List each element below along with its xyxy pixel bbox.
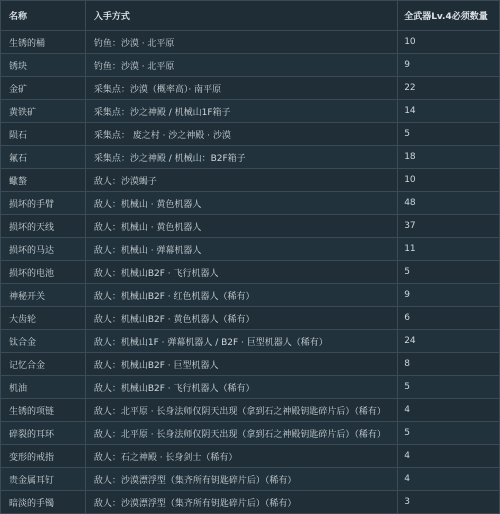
cell-quantity: 24	[398, 330, 500, 353]
cell-method: 敌人：北平原 · 长身法师仅阴天出现（拿到石之神殿钥匙碎片后）（稀有）	[86, 422, 398, 445]
table-row	[1, 399, 500, 422]
cell-quantity: 48	[398, 192, 500, 215]
cell-name: 锈块	[1, 54, 86, 77]
cell-name: 钛合金	[1, 330, 86, 353]
cell-quantity: 5	[398, 376, 500, 399]
cell-name: 陨石	[1, 123, 86, 146]
table-row	[1, 307, 500, 330]
cell-name: 金矿	[1, 77, 86, 100]
table-row	[1, 422, 500, 445]
table-row	[1, 123, 500, 146]
cell-quantity: 10	[398, 169, 500, 192]
table-body	[1, 31, 500, 514]
cell-quantity: 8	[398, 353, 500, 376]
cell-method: 采集点： 废之村 · 沙之神殿 · 沙漠	[86, 123, 398, 146]
cell-quantity: 37	[398, 215, 500, 238]
cell-name: 神秘开关	[1, 284, 86, 307]
table-row	[1, 169, 500, 192]
cell-name: 大齿轮	[1, 307, 86, 330]
cell-name: 氟石	[1, 146, 86, 169]
cell-quantity: 4	[398, 468, 500, 491]
cell-method: 采集点：沙之神殿 / 机械山：B2F箱子	[86, 146, 398, 169]
table-row	[1, 353, 500, 376]
cell-method: 敌人：机械山 · 弹幕机器人	[86, 238, 398, 261]
table-row	[1, 77, 500, 100]
cell-name: 损坏的电池	[1, 261, 86, 284]
table-row	[1, 146, 500, 169]
cell-name: 生锈的桶	[1, 31, 86, 54]
cell-name: 损坏的天线	[1, 215, 86, 238]
cell-quantity: 22	[398, 77, 500, 100]
table-row	[1, 54, 500, 77]
table-row	[1, 284, 500, 307]
cell-method: 敌人：沙漠蝎子	[86, 169, 398, 192]
table-row	[1, 100, 500, 123]
header-name: 名称	[1, 1, 86, 31]
cell-method: 敌人：机械山1F · 弹幕机器人 / B2F · 巨型机器人（稀有）	[86, 330, 398, 353]
cell-name: 变形的戒指	[1, 445, 86, 468]
cell-method: 敌人：机械山 · 黄色机器人	[86, 192, 398, 215]
cell-method: 敌人：北平原 · 长身法师仅阴天出现（拿到石之神殿钥匙碎片后）（稀有）	[86, 399, 398, 422]
cell-name: 贵金属耳钉	[1, 468, 86, 491]
cell-quantity: 5	[398, 123, 500, 146]
cell-method: 敌人：机械山B2F · 黄色机器人（稀有）	[86, 307, 398, 330]
table-header-row	[1, 1, 500, 31]
cell-quantity: 4	[398, 445, 500, 468]
cell-name: 损坏的手臂	[1, 192, 86, 215]
cell-quantity: 4	[398, 399, 500, 422]
cell-quantity: 9	[398, 284, 500, 307]
cell-method: 采集点：沙之神殿 / 机械山1F箱子	[86, 100, 398, 123]
cell-quantity: 10	[398, 31, 500, 54]
cell-method: 敌人：机械山B2F · 飞行机器人	[86, 261, 398, 284]
cell-method: 敌人：机械山 · 黄色机器人	[86, 215, 398, 238]
table-row	[1, 192, 500, 215]
table-row	[1, 215, 500, 238]
table-row	[1, 330, 500, 353]
cell-quantity: 3	[398, 491, 500, 514]
cell-quantity: 18	[398, 146, 500, 169]
cell-quantity: 14	[398, 100, 500, 123]
header-quantity: 全武器Lv.4必须数量	[398, 1, 500, 31]
cell-name: 黄铁矿	[1, 100, 86, 123]
cell-quantity: 6	[398, 307, 500, 330]
table-row	[1, 376, 500, 399]
cell-name: 损坏的马达	[1, 238, 86, 261]
table-row	[1, 238, 500, 261]
cell-method: 敌人：机械山B2F · 红色机器人（稀有）	[86, 284, 398, 307]
cell-method: 钓鱼：沙漠 · 北平原	[86, 54, 398, 77]
cell-name: 蠍螯	[1, 169, 86, 192]
cell-quantity: 5	[398, 422, 500, 445]
cell-name: 机油	[1, 376, 86, 399]
table-row	[1, 468, 500, 491]
cell-method: 敌人：沙漠漂浮型（集齐所有钥匙碎片后）（稀有）	[86, 468, 398, 491]
cell-name: 碎裂的耳环	[1, 422, 86, 445]
table-row	[1, 445, 500, 468]
cell-quantity: 9	[398, 54, 500, 77]
cell-method: 敌人：机械山B2F · 飞行机器人（稀有）	[86, 376, 398, 399]
cell-name: 暗淡的手镯	[1, 491, 86, 514]
cell-name: 生锈的项链	[1, 399, 86, 422]
table-row	[1, 261, 500, 284]
table-row	[1, 491, 500, 514]
cell-name: 记忆合金	[1, 353, 86, 376]
cell-quantity: 5	[398, 261, 500, 284]
table-row	[1, 31, 500, 54]
cell-method: 敌人：机械山B2F · 巨型机器人	[86, 353, 398, 376]
cell-quantity: 11	[398, 238, 500, 261]
cell-method: 采集点：沙漠（概率高）· 南平原	[86, 77, 398, 100]
cell-method: 钓鱼：沙漠 · 北平原	[86, 31, 398, 54]
cell-method: 敌人：沙漠漂浮型（集齐所有钥匙碎片后）（稀有）	[86, 491, 398, 514]
cell-method: 敌人：石之神殿 · 长身剑士（稀有）	[86, 445, 398, 468]
header-method: 入手方式	[86, 1, 398, 31]
